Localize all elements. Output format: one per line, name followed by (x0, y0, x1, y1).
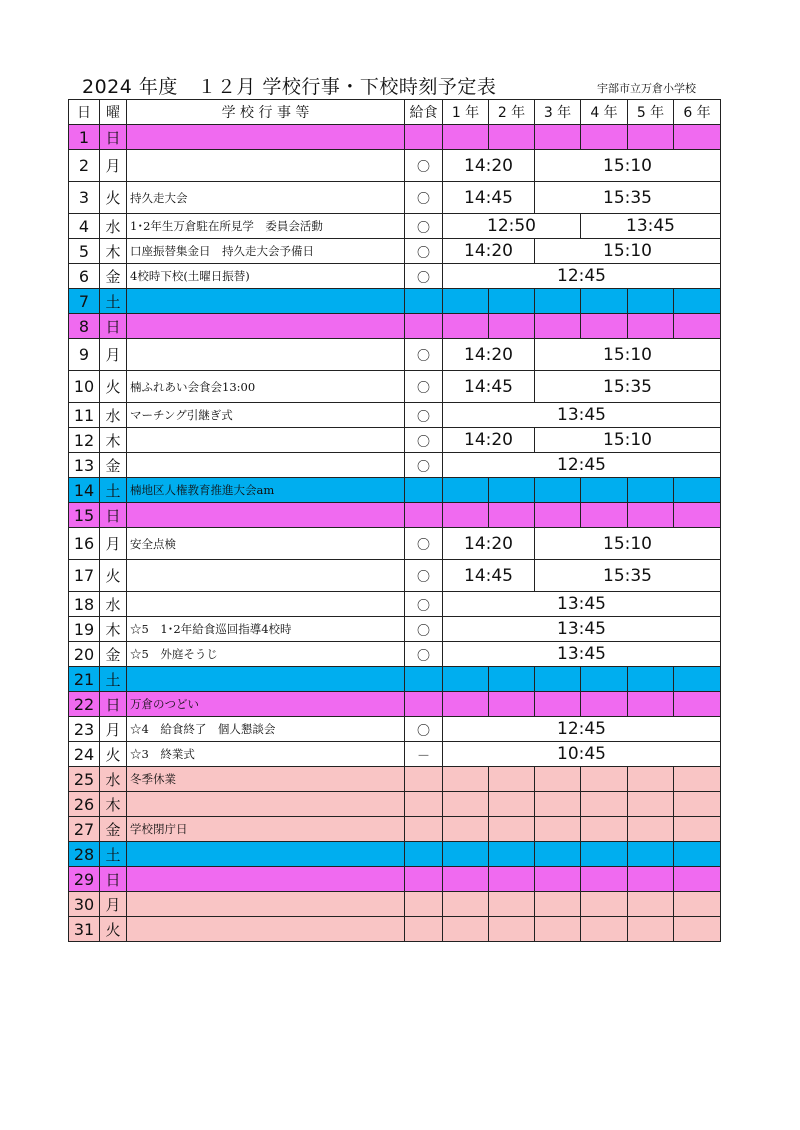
dismissal-time: 14:45 (443, 371, 535, 403)
weekday: 水 (100, 403, 127, 428)
grade-cell-empty (443, 289, 489, 314)
grade-cell-empty (581, 867, 628, 892)
col-header-lunch: 給食 (405, 100, 443, 125)
day-number: 23 (69, 717, 100, 742)
grade-cell-empty (489, 289, 535, 314)
table-row (69, 503, 721, 528)
day-number: 30 (69, 892, 100, 917)
event-text (127, 125, 405, 150)
day-number: 7 (69, 289, 100, 314)
grade-cell-empty (489, 692, 535, 717)
day-number: 27 (69, 817, 100, 842)
grade-cell-empty (489, 503, 535, 528)
table-row (69, 182, 721, 214)
event-text: マーチング引継ぎ式 (127, 403, 405, 428)
event-text (127, 592, 405, 617)
weekday: 火 (100, 371, 127, 403)
weekday: 金 (100, 642, 127, 667)
event-text: 口座振替集金日 持久走大会予備日 (127, 239, 405, 264)
grade-cell-empty (489, 817, 535, 842)
grade-cell-empty (581, 692, 628, 717)
dismissal-time: 14:45 (443, 182, 535, 214)
weekday: 木 (100, 792, 127, 817)
lunch-mark: 〇 (405, 717, 443, 742)
day-number: 5 (69, 239, 100, 264)
weekday: 日 (100, 503, 127, 528)
grade-cell-empty (674, 867, 721, 892)
weekday: 月 (100, 528, 127, 560)
day-number: 19 (69, 617, 100, 642)
event-text (127, 503, 405, 528)
table-row (69, 592, 721, 617)
dismissal-time: 13:45 (443, 642, 721, 667)
table-row (69, 742, 721, 767)
lunch-mark: 〇 (405, 150, 443, 182)
weekday: 金 (100, 453, 127, 478)
table-row (69, 403, 721, 428)
dismissal-time: 15:35 (535, 182, 721, 214)
weekday: 火 (100, 917, 127, 942)
grade-cell-empty (674, 478, 721, 503)
weekday: 月 (100, 150, 127, 182)
event-text (127, 289, 405, 314)
grade-cell-empty (628, 478, 674, 503)
grade-cell-empty (674, 917, 721, 942)
table-row (69, 717, 721, 742)
event-text: 4校時下校(土曜日振替) (127, 264, 405, 289)
grade-cell-empty (628, 125, 674, 150)
dismissal-time: 13:45 (443, 617, 721, 642)
lunch-mark: 〇 (405, 428, 443, 453)
grade-cell-empty (674, 792, 721, 817)
grade-cell-empty (628, 842, 674, 867)
weekday: 火 (100, 560, 127, 592)
grade-cell-empty (535, 917, 581, 942)
col-header-day: 日 (69, 100, 100, 125)
grade-cell-empty (674, 289, 721, 314)
grade-cell-empty (674, 817, 721, 842)
grade-cell-empty (443, 667, 489, 692)
day-number: 1 (69, 125, 100, 150)
col-header-events: 学 校 行 事 等 (127, 100, 405, 125)
grade-cell-empty (628, 817, 674, 842)
event-text: ☆5 1･2年給食巡回指導4校時 (127, 617, 405, 642)
day-number: 11 (69, 403, 100, 428)
schedule-table (68, 99, 721, 942)
school-name: 宇部市立万倉小学校 (597, 82, 696, 95)
grade-cell-empty (581, 892, 628, 917)
dismissal-time: 14:20 (443, 239, 535, 264)
grade-cell-empty (674, 842, 721, 867)
event-text: ☆4 給食終了 個人懇談会 (127, 717, 405, 742)
col-header-grade-3: 3 年 (535, 100, 581, 125)
table-row (69, 125, 721, 150)
grade-cell-empty (581, 125, 628, 150)
grade-cell-empty (581, 917, 628, 942)
day-number: 14 (69, 478, 100, 503)
grade-cell-empty (489, 767, 535, 792)
col-header-grade-5: 5 年 (628, 100, 674, 125)
dismissal-time: 15:10 (535, 339, 721, 371)
grade-cell-empty (674, 667, 721, 692)
event-text: 冬季休業 (127, 767, 405, 792)
dismissal-time: 14:20 (443, 339, 535, 371)
lunch-mark: 〇 (405, 617, 443, 642)
table-row (69, 528, 721, 560)
dismissal-time: 12:50 (443, 214, 581, 239)
lunch-mark (405, 917, 443, 942)
table-row (69, 792, 721, 817)
table-row (69, 314, 721, 339)
weekday: 金 (100, 264, 127, 289)
event-text: 1･2年生万倉駐在所見学 委員会活動 (127, 214, 405, 239)
grade-cell-empty (535, 125, 581, 150)
col-header-grade-4: 4 年 (581, 100, 628, 125)
grade-cell-empty (489, 792, 535, 817)
event-text: 持久走大会 (127, 182, 405, 214)
weekday: 木 (100, 428, 127, 453)
grade-cell-empty (489, 867, 535, 892)
lunch-mark (405, 478, 443, 503)
day-number: 26 (69, 792, 100, 817)
grade-cell-empty (674, 692, 721, 717)
grade-cell-empty (443, 692, 489, 717)
grade-cell-empty (674, 314, 721, 339)
table-row (69, 478, 721, 503)
col-header-weekday: 曜 (100, 100, 127, 125)
lunch-mark: 〇 (405, 453, 443, 478)
grade-cell-empty (628, 692, 674, 717)
dismissal-time: 15:10 (535, 239, 721, 264)
lunch-mark (405, 817, 443, 842)
dismissal-time: 15:35 (535, 371, 721, 403)
dismissal-time: 10:45 (443, 742, 721, 767)
grade-cell-empty (674, 892, 721, 917)
dismissal-time: 12:45 (443, 453, 721, 478)
weekday: 日 (100, 692, 127, 717)
grade-cell-empty (535, 892, 581, 917)
weekday: 金 (100, 817, 127, 842)
weekday: 火 (100, 182, 127, 214)
grade-cell-empty (489, 842, 535, 867)
dismissal-time: 14:20 (443, 528, 535, 560)
grade-cell-empty (443, 314, 489, 339)
lunch-mark: 〇 (405, 592, 443, 617)
lunch-mark: 〇 (405, 339, 443, 371)
lunch-mark: － (405, 742, 443, 767)
grade-cell-empty (489, 667, 535, 692)
grade-cell-empty (628, 667, 674, 692)
day-number: 9 (69, 339, 100, 371)
table-row (69, 642, 721, 667)
event-text (127, 314, 405, 339)
grade-cell-empty (443, 125, 489, 150)
event-text (127, 792, 405, 817)
day-number: 10 (69, 371, 100, 403)
day-number: 4 (69, 214, 100, 239)
grade-cell-empty (535, 792, 581, 817)
day-number: 13 (69, 453, 100, 478)
day-number: 2 (69, 150, 100, 182)
grade-cell-empty (535, 817, 581, 842)
grade-cell-empty (581, 817, 628, 842)
day-number: 20 (69, 642, 100, 667)
grade-cell-empty (489, 314, 535, 339)
dismissal-time: 13:45 (443, 592, 721, 617)
lunch-mark (405, 792, 443, 817)
lunch-mark (405, 767, 443, 792)
event-text: ☆5 外庭そうじ (127, 642, 405, 667)
event-text (127, 453, 405, 478)
dismissal-time: 14:45 (443, 560, 535, 592)
table-row (69, 371, 721, 403)
day-number: 12 (69, 428, 100, 453)
grade-cell-empty (535, 478, 581, 503)
table-row (69, 560, 721, 592)
event-text (127, 667, 405, 692)
weekday: 火 (100, 742, 127, 767)
table-row (69, 617, 721, 642)
lunch-mark (405, 503, 443, 528)
weekday: 日 (100, 125, 127, 150)
grade-cell-empty (443, 478, 489, 503)
event-text: 学校閉庁日 (127, 817, 405, 842)
weekday: 月 (100, 339, 127, 371)
event-text (127, 917, 405, 942)
event-text (127, 867, 405, 892)
dismissal-time: 15:10 (535, 428, 721, 453)
weekday: 月 (100, 892, 127, 917)
dismissal-time: 13:45 (581, 214, 721, 239)
table-row (69, 917, 721, 942)
weekday: 土 (100, 667, 127, 692)
day-number: 18 (69, 592, 100, 617)
lunch-mark: 〇 (405, 239, 443, 264)
lunch-mark: 〇 (405, 560, 443, 592)
event-text: ☆3 終業式 (127, 742, 405, 767)
event-text (127, 560, 405, 592)
grade-cell-empty (628, 867, 674, 892)
dismissal-time: 14:20 (443, 150, 535, 182)
grade-cell-empty (443, 867, 489, 892)
page-title: 2024 年度 １２月 学校行事・下校時刻予定表 (82, 76, 497, 98)
grade-cell-empty (628, 503, 674, 528)
grade-cell-empty (535, 503, 581, 528)
lunch-mark: 〇 (405, 403, 443, 428)
event-text (127, 428, 405, 453)
grade-cell-empty (443, 842, 489, 867)
dismissal-time: 12:45 (443, 717, 721, 742)
grade-cell-empty (628, 892, 674, 917)
dismissal-time: 15:35 (535, 560, 721, 592)
weekday: 木 (100, 239, 127, 264)
grade-cell-empty (581, 478, 628, 503)
dismissal-time: 12:45 (443, 264, 721, 289)
day-number: 25 (69, 767, 100, 792)
grade-cell-empty (443, 817, 489, 842)
weekday: 木 (100, 617, 127, 642)
event-text (127, 842, 405, 867)
day-number: 16 (69, 528, 100, 560)
grade-cell-empty (443, 917, 489, 942)
lunch-mark (405, 289, 443, 314)
grade-cell-empty (628, 314, 674, 339)
lunch-mark: 〇 (405, 182, 443, 214)
day-number: 8 (69, 314, 100, 339)
grade-cell-empty (443, 892, 489, 917)
grade-cell-empty (443, 767, 489, 792)
table-row (69, 667, 721, 692)
grade-cell-empty (581, 792, 628, 817)
table-row (69, 767, 721, 792)
day-number: 22 (69, 692, 100, 717)
table-row (69, 264, 721, 289)
dismissal-time: 15:10 (535, 528, 721, 560)
grade-cell-empty (628, 917, 674, 942)
grade-cell-empty (581, 767, 628, 792)
day-number: 15 (69, 503, 100, 528)
weekday: 日 (100, 314, 127, 339)
dismissal-time: 14:20 (443, 428, 535, 453)
grade-cell-empty (581, 667, 628, 692)
grade-cell-empty (489, 917, 535, 942)
col-header-grade-2: 2 年 (489, 100, 535, 125)
day-number: 29 (69, 867, 100, 892)
table-row (69, 150, 721, 182)
grade-cell-empty (535, 867, 581, 892)
dismissal-time: 13:45 (443, 403, 721, 428)
day-number: 24 (69, 742, 100, 767)
day-number: 17 (69, 560, 100, 592)
day-number: 3 (69, 182, 100, 214)
table-row (69, 842, 721, 867)
table-row (69, 428, 721, 453)
event-text (127, 339, 405, 371)
grade-cell-empty (674, 767, 721, 792)
table-row (69, 339, 721, 371)
weekday: 土 (100, 478, 127, 503)
grade-cell-empty (489, 478, 535, 503)
grade-cell-empty (535, 289, 581, 314)
lunch-mark (405, 125, 443, 150)
lunch-mark (405, 867, 443, 892)
weekday: 土 (100, 289, 127, 314)
grade-cell-empty (535, 767, 581, 792)
grade-cell-empty (443, 792, 489, 817)
grade-cell-empty (443, 503, 489, 528)
table-row (69, 867, 721, 892)
day-number: 31 (69, 917, 100, 942)
col-header-grade-6: 6 年 (674, 100, 721, 125)
day-number: 21 (69, 667, 100, 692)
grade-cell-empty (535, 692, 581, 717)
grade-cell-empty (581, 842, 628, 867)
weekday: 日 (100, 867, 127, 892)
dismissal-time: 15:10 (535, 150, 721, 182)
grade-cell-empty (674, 503, 721, 528)
lunch-mark: 〇 (405, 642, 443, 667)
table-row (69, 214, 721, 239)
grade-cell-empty (581, 503, 628, 528)
event-text: 楠ふれあい会食会13:00 (127, 371, 405, 403)
lunch-mark (405, 667, 443, 692)
lunch-mark (405, 692, 443, 717)
grade-cell-empty (581, 289, 628, 314)
weekday: 月 (100, 717, 127, 742)
grade-cell-empty (628, 792, 674, 817)
grade-cell-empty (489, 125, 535, 150)
event-text (127, 892, 405, 917)
lunch-mark (405, 892, 443, 917)
lunch-mark: 〇 (405, 264, 443, 289)
grade-cell-empty (535, 667, 581, 692)
grade-cell-empty (535, 842, 581, 867)
grade-cell-empty (628, 289, 674, 314)
grade-cell-empty (628, 767, 674, 792)
lunch-mark (405, 314, 443, 339)
table-row (69, 289, 721, 314)
weekday: 土 (100, 842, 127, 867)
lunch-mark: 〇 (405, 371, 443, 403)
table-row (69, 817, 721, 842)
grade-cell-empty (674, 125, 721, 150)
grade-cell-empty (535, 314, 581, 339)
grade-cell-empty (489, 892, 535, 917)
weekday: 水 (100, 592, 127, 617)
event-text: 安全点検 (127, 528, 405, 560)
day-number: 28 (69, 842, 100, 867)
day-number: 6 (69, 264, 100, 289)
grade-cell-empty (581, 314, 628, 339)
table-row (69, 692, 721, 717)
header-row (69, 100, 721, 125)
col-header-grade-1: 1 年 (443, 100, 489, 125)
table-row (69, 239, 721, 264)
event-text: 楠地区人権教育推進大会am (127, 478, 405, 503)
event-text (127, 150, 405, 182)
weekday: 水 (100, 214, 127, 239)
event-text: 万倉のつどい (127, 692, 405, 717)
lunch-mark: 〇 (405, 528, 443, 560)
lunch-mark (405, 842, 443, 867)
table-row (69, 453, 721, 478)
lunch-mark: 〇 (405, 214, 443, 239)
weekday: 水 (100, 767, 127, 792)
table-row (69, 892, 721, 917)
